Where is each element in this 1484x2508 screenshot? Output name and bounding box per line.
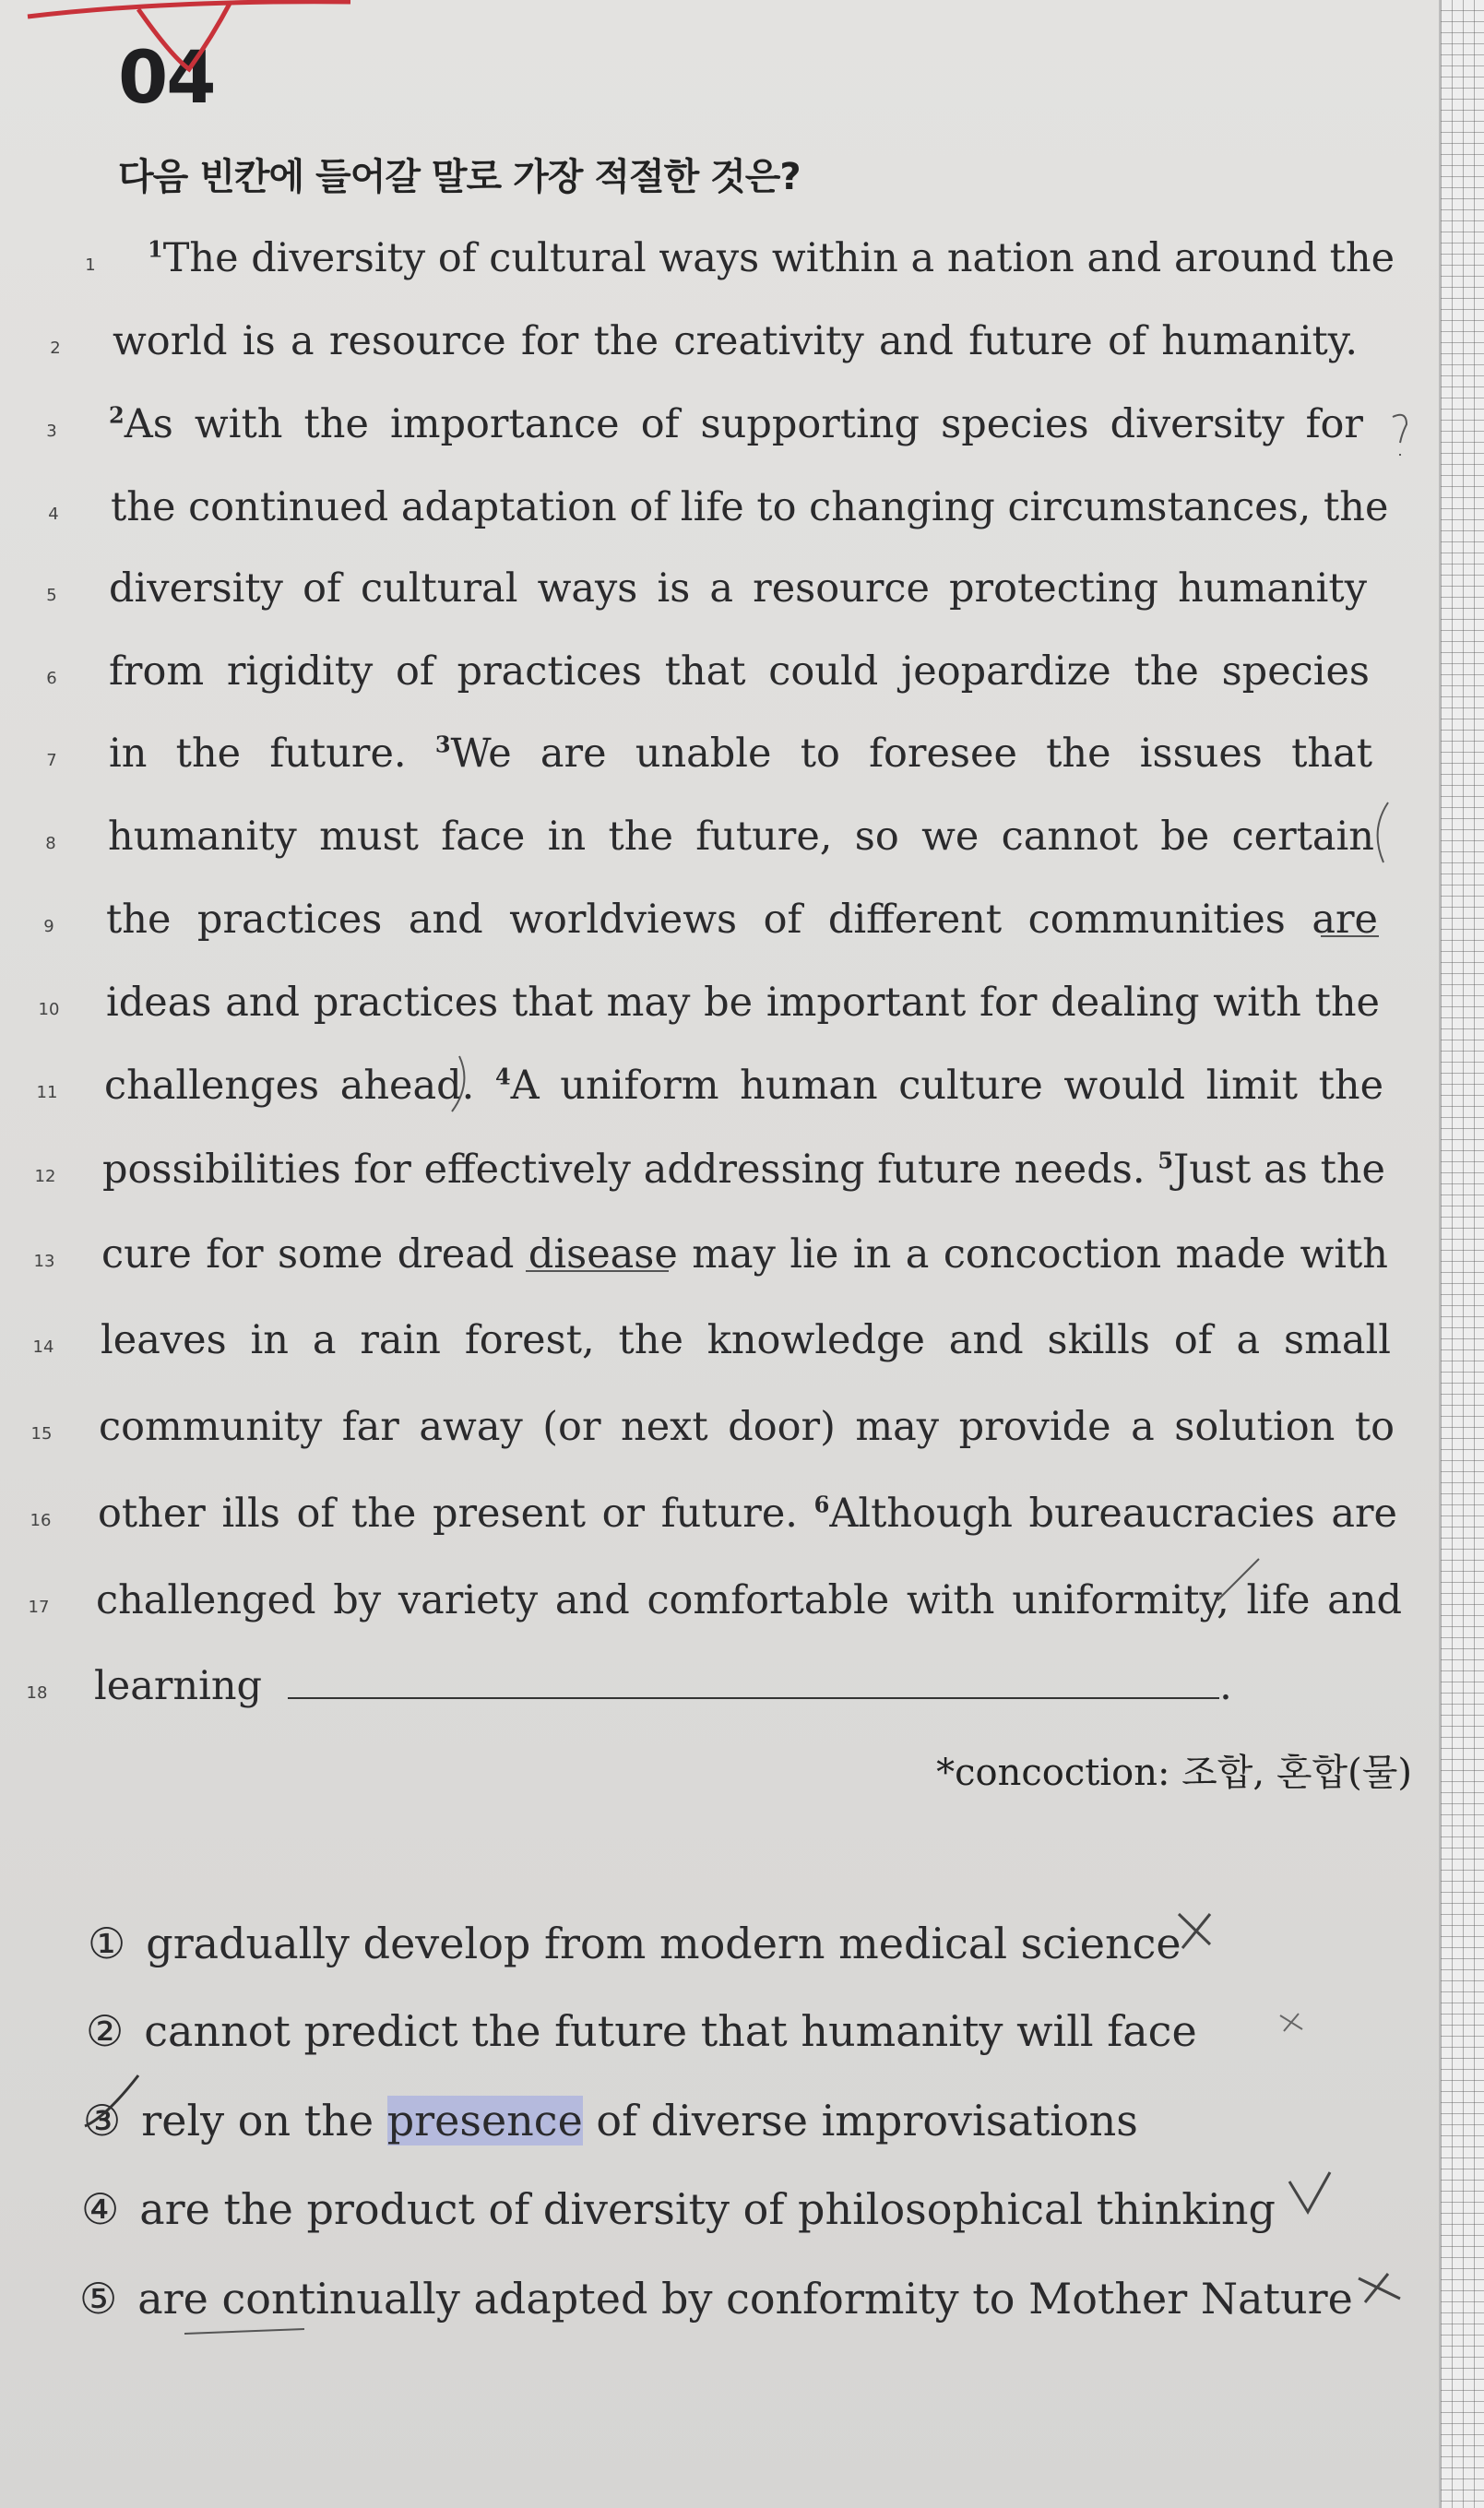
passage-line <box>96 1577 1402 1623</box>
passage-line <box>102 1147 1385 1193</box>
passage-text: The diversity of cultural ways within a nation and around the <box>162 235 1395 281</box>
passage-text: diversity of cultural ways is a resource protecting humanity <box>109 565 1367 612</box>
passage-text: Although bureaucracies are <box>829 1491 1398 1537</box>
answer-blank <box>288 1664 1219 1699</box>
passage-text: from rigidity of practices that could jeopardize the species <box>109 648 1370 695</box>
sentence-number: 2 <box>109 401 125 429</box>
choice-number: ③ <box>83 2096 122 2145</box>
choice-text: cannot predict the future that humanity will face <box>144 2006 1197 2056</box>
choice-number: ② <box>86 2006 125 2056</box>
line-number: 9 <box>43 917 54 936</box>
choice-number: ④ <box>81 2184 120 2234</box>
passage-text: challenges ahead. <box>104 1063 495 1109</box>
line-number: 10 <box>38 1000 60 1019</box>
passage-text: leaves in a rain forest, the knowledge and skills of a small <box>101 1317 1391 1363</box>
answer-choice-5[interactable] <box>79 2274 1353 2324</box>
line-number: 14 <box>32 1337 54 1357</box>
passage-text: A uniform human culture would limit the <box>510 1063 1384 1109</box>
passage-text: the practices and worldviews of different communities are <box>106 897 1378 943</box>
passage-text: challenged by variety and comfortable with uniformity, life and <box>96 1577 1402 1623</box>
passage-line <box>148 235 1395 281</box>
sentence-number: 6 <box>813 1491 830 1518</box>
choice-text: are continually adapted by conformity to Mother Nature <box>137 2274 1353 2324</box>
line-number: 11 <box>36 1083 58 1102</box>
line-number: 18 <box>26 1683 48 1703</box>
question-number: 04 <box>118 37 215 120</box>
passage-line <box>104 1063 1383 1109</box>
line-number: 3 <box>46 422 57 441</box>
choice-text: gradually develop from modern medical science <box>146 1919 1181 1968</box>
passage-line <box>101 1317 1391 1363</box>
blank-period: . <box>1219 1663 1232 1709</box>
line-number: 7 <box>46 751 57 770</box>
line-number: 12 <box>34 1167 56 1186</box>
sentence-number: 5 <box>1158 1147 1174 1174</box>
sentence-number: 1 <box>148 235 163 263</box>
passage-text: We are unable to foresee the issues that <box>450 731 1372 777</box>
line-number: 16 <box>30 1511 52 1530</box>
passage-text: learning <box>94 1663 263 1709</box>
choice-number: ⑤ <box>79 2274 118 2324</box>
passage-line <box>109 401 1363 447</box>
line-number: 1 <box>85 256 96 275</box>
passage-line <box>108 814 1374 860</box>
grid-paper-edge <box>1439 0 1484 2508</box>
passage-line <box>99 1404 1395 1450</box>
passage-line <box>111 484 1388 530</box>
choice-text-post: of diverse improvisations <box>582 2096 1138 2145</box>
passage-line <box>106 897 1378 943</box>
line-number: 8 <box>45 834 56 853</box>
footnote: *concoction: 조합, 혼합(물) <box>936 1752 1412 1794</box>
passage-text: world is a resource for the creativity and future of humanity. <box>113 318 1358 364</box>
line-number: 13 <box>33 1252 55 1271</box>
passage-text: Just as the <box>1173 1147 1385 1193</box>
sentence-number: 3 <box>434 731 451 758</box>
passage-line <box>101 1231 1388 1278</box>
choice-number: ① <box>88 1919 126 1968</box>
passage-line <box>109 648 1370 695</box>
passage-line <box>113 318 1358 364</box>
answer-choice-3[interactable] <box>83 2096 1138 2145</box>
line-number: 17 <box>28 1598 50 1617</box>
passage-text: humanity must face in the future, so we cannot be certain <box>108 814 1374 860</box>
passage-text: other ills of the present or future. <box>98 1491 814 1537</box>
passage-line <box>109 731 1372 777</box>
question-prompt: 다음 빈칸에 들어갈 말로 가장 적절한 것은? <box>118 156 801 198</box>
passage-line <box>98 1491 1397 1537</box>
line-number: 5 <box>46 586 57 605</box>
passage-text: in the future. <box>109 731 435 777</box>
answer-choice-1[interactable] <box>88 1919 1181 1968</box>
line-number: 6 <box>46 669 57 688</box>
passage-text: cure for some dread disease may lie in a concoction made with <box>101 1231 1388 1278</box>
passage-line <box>106 980 1380 1026</box>
sentence-number: 4 <box>494 1063 511 1090</box>
passage-text: possibilities for effectively addressing future needs. <box>102 1147 1158 1193</box>
answer-choice-4[interactable] <box>81 2184 1276 2234</box>
passage-line <box>109 565 1367 612</box>
choice-text: are the product of diversity of philosophical thinking <box>139 2184 1276 2234</box>
passage-text: ideas and practices that may be important for dealing with the <box>106 980 1380 1026</box>
line-number: 15 <box>30 1424 53 1444</box>
answer-choice-2[interactable] <box>86 2006 1197 2056</box>
passage-text: the continued adaptation of life to changing circumstances, the <box>111 484 1389 530</box>
line-number: 2 <box>50 339 61 358</box>
line-number: 4 <box>48 505 59 524</box>
choice-text-pre: rely on the <box>141 2096 387 2145</box>
passage-line <box>94 1663 1232 1709</box>
passage-text: As with the importance of supporting species diversity for <box>124 401 1363 447</box>
choice-text <box>141 2096 1138 2145</box>
highlighted-word: presence <box>386 2096 583 2145</box>
passage-text: community far away (or next door) may provide a solution to <box>99 1404 1395 1450</box>
